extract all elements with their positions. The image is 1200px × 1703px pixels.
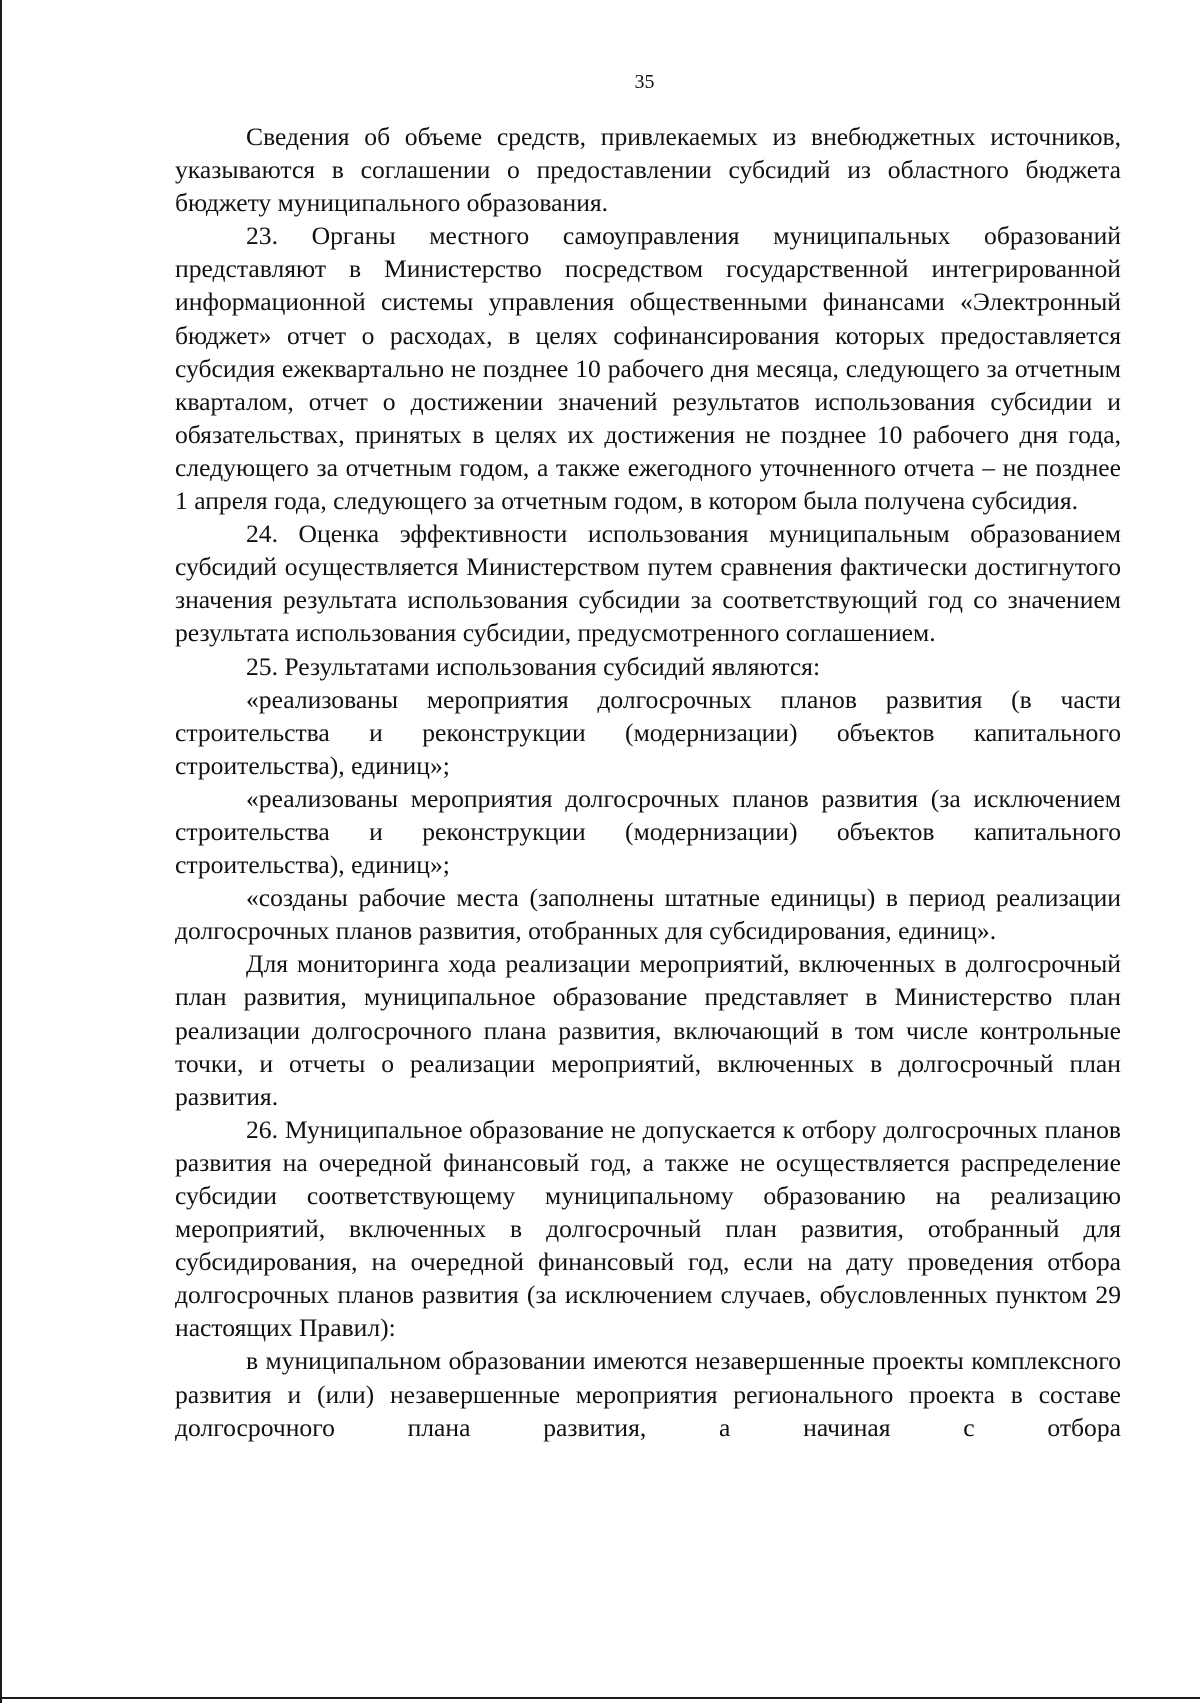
paragraph-result-3: «созданы рабочие места (заполнены штатные единицы) в период реализации долгосрочных планов развития, отобранных для субсидирования, единиц». <box>175 883 1121 946</box>
paragraph-item-26: 26. Муниципальное образование не допускается к отбору долгосрочных планов развития на очередной финансовый год, а также не осуществляется распределение субсидии соответствующему муниципальному образованию на реализацию мероприятий, включенных в долгосрочный план развития, отобранный для субсидирования, на очередной финансовый год, если на дату проведения отбора долгосрочных планов развития (за исключением случаев, обусловленных пунктом 29 настоящих Правил): <box>175 1114 1121 1343</box>
paragraph-result-2: «реализованы мероприятия долгосрочных планов развития (за исключением строительства и реконструкции (модернизации) объектов капитального строительства), единиц»; <box>175 783 1121 880</box>
paragraph-item-23: 23. Органы местного самоуправления муниципальных образований представляют в Министерство посредством государственной интегрированной информационной системы управления общественными финансами «Электронный бюджет» отчет о расходах, в целях софинансирования которых предоставляется субсидия ежеквартально не позднее 10 рабочего дня месяца, следующего за отчетным кварталом, отчет о достижении значений результатов использования субсидии и обязательствах, принятых в целях их достижения не позднее 10 рабочего дня года, следующего за отчетным годом, а также ежегодного уточненного отчета – не позднее 1 апреля года, следующего за отчетным годом, в котором была получена субсидия. <box>175 221 1121 516</box>
bottom-border-line <box>2 1697 1200 1699</box>
document-body <box>175 120 1121 1444</box>
paragraph-item-25: 25. Результатами использования субсидий являются: <box>246 651 821 681</box>
page-number: 35 <box>634 71 655 93</box>
paragraph-unfinished-projects: в муниципальном образовании имеются незавершенные проекты комплексного развития и (или) незавершенные мероприятия регионального проекта в составе долгосрочного плана развития, а начиная с отбора <box>175 1346 1121 1442</box>
paragraph-monitoring: Для мониторинга хода реализации мероприятий, включенных в долгосрочный план развития, муниципальное образование представляет в Министерство план реализации долгосрочного плана развития, включающий в том числе контрольные точки, и отчеты о реализации мероприятий, включенных в долгосрочный план развития. <box>175 949 1121 1111</box>
paragraph-result-1: «реализованы мероприятия долгосрочных планов развития (в части строительства и реконструкции (модернизации) объектов капитального строительства), единиц»; <box>175 684 1121 780</box>
paragraph-item-24: 24. Оценка эффективности использования муниципальным образованием субсидий осуществляется Министерством путем сравнения фактически достигнутого значения результата использования субсидии за соответствующий год со значением результата использования субсидии, предусмотренного соглашением. <box>175 519 1121 648</box>
paragraph-sources-info: Сведения об объеме средств, привлекаемых из внебюджетных источников, указываются в соглашении о предоставлении субсидий из областного бюджета бюджету муниципального образования. <box>175 122 1121 218</box>
